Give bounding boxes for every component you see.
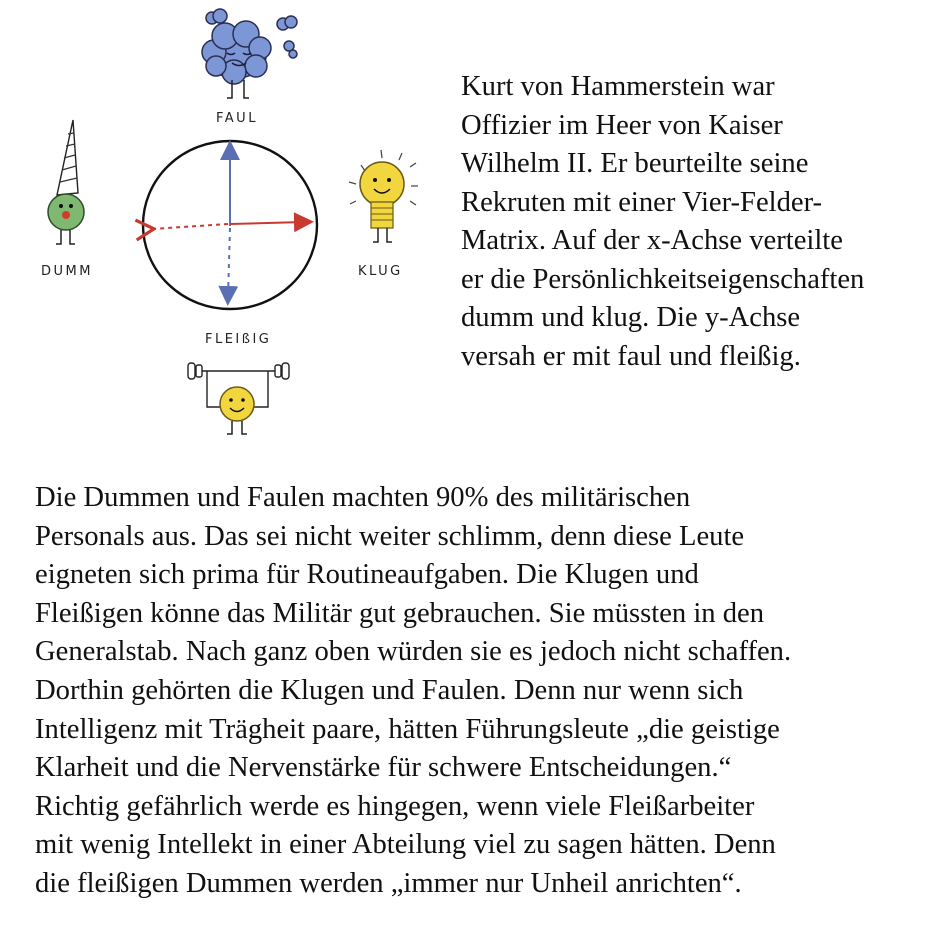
body-line: Klarheit und die Nervenstärke für schwere Entscheidungen.“ [35,752,732,784]
body-line: Generalstab. Nach ganz oben würden sie es jedoch nicht schaffen. [35,636,792,668]
intro-line: dumm und klug. Die y-Achse [461,302,801,333]
label-dumm: DUMM [41,264,93,279]
intro-line: Wilhelm II. Er beurteilte seine [461,148,809,179]
intro-line: Matrix. Auf der x-Achse verteilte [461,225,843,256]
x-axis-left-arrow [152,224,228,229]
intro-line: Kurt von Hammerstein war [461,71,775,102]
x-axis-right-arrow [230,222,304,224]
body-paragraph [35,479,930,904]
label-faul: FAUL [216,111,258,126]
y-axis-down-arrow [228,228,230,296]
intro-line: Offizier im Heer von Kaiser [461,109,783,141]
body-line: die fleißigen Dummen werden „immer nur Unheil anrichten“. [35,867,742,899]
body-line: Intelligenz mit Trägheit paare, hätten Führungsleute „die geistige [35,713,780,745]
intro-line: er die Persönlichkeitseigenschaften [461,263,865,295]
body-line: Dorthin gehörten die Klugen und Faulen. Denn nur wenn sich [35,674,744,706]
four-field-matrix-diagram [0,0,440,450]
body-line: Personals aus. Das sei nicht weiter schlimm, denn diese Leute [35,520,745,552]
lightbulb-face-icon [349,150,418,242]
intro-line: Rekruten mit einer Vier-Felder- [461,186,823,218]
sleeping-cloud-icon [202,9,297,98]
label-fleissig: FLEIßIG [205,332,272,347]
intro-paragraph [461,68,931,376]
intro-line: versah er mit faul und fleißig. [461,340,801,372]
dunce-cap-face-icon [48,120,84,244]
label-klug: KLUG [358,264,403,279]
weightlifter-icon [188,363,289,434]
body-line: mit wenig Intellekt in einer Abteilung viel zu sagen hätten. Denn [35,829,776,861]
body-line: Fleißigen könne das Militär gut gebrauchen. Sie müssten in den [35,597,765,629]
body-line: Die Dummen und Faulen machten 90% des militärischen [35,482,691,513]
body-line: Richtig gefährlich werde es hingegen, wenn viele Fleißarbeiter [35,790,755,822]
body-line: eigneten sich prima für Routineaufgaben. Die Klugen und [35,559,699,591]
